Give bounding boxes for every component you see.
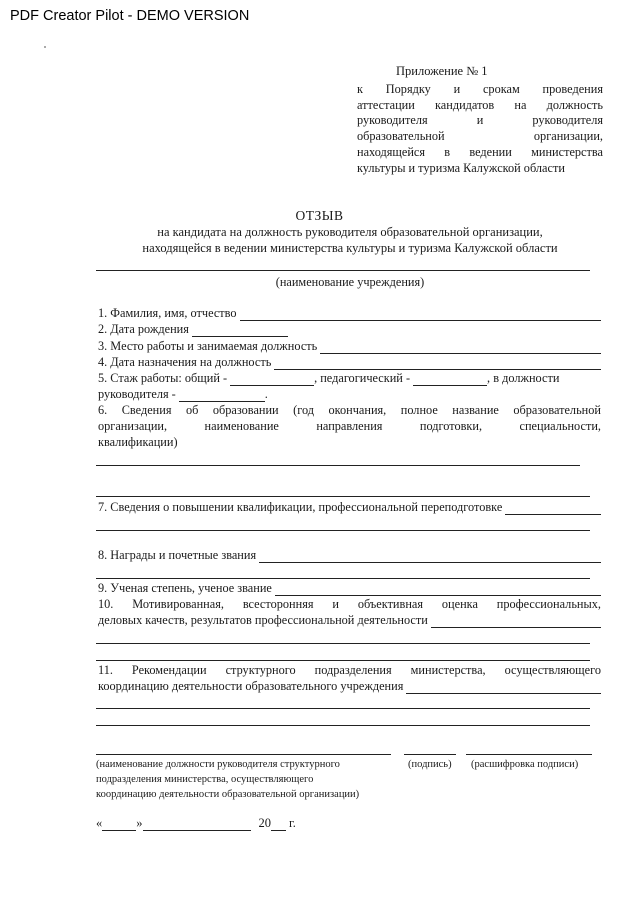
year-prefix: 20 xyxy=(258,816,271,830)
document-title: ОТЗЫВ xyxy=(295,208,344,223)
assessment-input-line[interactable] xyxy=(431,616,601,628)
recommendations-input-line[interactable] xyxy=(406,682,601,694)
year-suffix: г. xyxy=(289,816,296,830)
full-name-input-line[interactable] xyxy=(240,309,601,321)
field-label: 1. Фамилия, имя, отчество xyxy=(98,306,237,320)
head-experience-input-line[interactable] xyxy=(179,390,265,402)
recommendations-input-line[interactable] xyxy=(96,708,590,709)
field-academic-degree xyxy=(98,581,601,596)
position-caption xyxy=(96,757,406,803)
field-label: координацию деятельности образовательного учреждения xyxy=(98,679,404,693)
awards-input-line[interactable] xyxy=(259,551,601,563)
assessment-input-line[interactable] xyxy=(96,643,590,644)
field-education-line-2: организации, наименование направления подготовки, специальности, xyxy=(98,419,601,433)
field-education-line-3: квалификации) xyxy=(98,435,178,449)
position-signature-line[interactable] xyxy=(96,754,391,755)
qualification-input-line[interactable] xyxy=(96,530,590,531)
institution-line xyxy=(96,270,590,271)
assessment-input-line[interactable] xyxy=(96,660,590,661)
institution-caption: (наименование учреждения) xyxy=(275,275,425,289)
field-label: 5. Стаж работы: общий - xyxy=(98,371,228,385)
annex-line: аттестации кандидатов на должность xyxy=(357,97,603,112)
scan-artifact xyxy=(44,46,46,48)
date-open-quote: « xyxy=(96,816,103,830)
signature-caption: (подпись) xyxy=(408,759,452,770)
field-label: , педагогический - xyxy=(314,371,411,385)
field-label: 3. Место работы и занимаемая должность xyxy=(98,339,318,353)
decode-caption: (расшифровка подписи) xyxy=(471,759,579,770)
education-input-line[interactable] xyxy=(96,465,580,466)
field-awards xyxy=(98,548,601,563)
total-experience-input-line[interactable] xyxy=(230,374,314,386)
annex-line: находящейся в ведении министерства xyxy=(357,144,603,159)
year-input-line[interactable] xyxy=(271,819,286,831)
education-input-line[interactable] xyxy=(96,496,590,497)
field-qualification xyxy=(98,500,601,515)
field-assessment-line-1: 10. Мотивированная, всесторонняя и объективная оценка профессиональных, xyxy=(98,597,601,611)
annex-title: Приложение № 1 xyxy=(396,64,488,78)
field-label: 9. Ученая степень, ученое звание xyxy=(98,581,272,595)
field-experience-head xyxy=(98,387,298,402)
annex-line: руководителя и руководителя xyxy=(357,113,603,128)
field-label: , в должности xyxy=(487,371,560,385)
signature-line[interactable] xyxy=(404,754,456,755)
position-caption-line: подразделения министерства, осуществляющего xyxy=(96,774,314,786)
demo-banner: PDF Creator Pilot - DEMO VERSION xyxy=(10,8,250,24)
subtitle-line-2: находящейся в ведении министерства культуры и туризма Калужской области xyxy=(142,240,558,255)
birth-date-input-line[interactable] xyxy=(192,325,288,337)
field-label: 2. Дата рождения xyxy=(98,322,189,336)
field-recommendations-line-1: 11. Рекомендации структурного подразделения министерства, осуществляющего xyxy=(98,663,601,677)
field-label: деловых качеств, результатов профессиональной деятельности xyxy=(98,613,428,627)
teaching-experience-input-line[interactable] xyxy=(413,374,487,386)
awards-input-line[interactable] xyxy=(96,578,590,579)
date-line xyxy=(96,816,296,831)
annex-line: образовательной организации, xyxy=(357,129,603,144)
annex-line: культуры и туризма Калужской области xyxy=(357,160,565,175)
field-full-name xyxy=(98,306,601,321)
position-caption-line: координацию деятельности образовательной организации) xyxy=(96,789,360,801)
field-appointment-date xyxy=(98,355,601,370)
field-recommendations-line-2 xyxy=(98,679,601,694)
field-label: 8. Награды и почетные звания xyxy=(98,548,257,562)
field-assessment-line-2 xyxy=(98,613,601,628)
field-label: 7. Сведения о повышении квалификации, профессиональной переподготовке xyxy=(98,500,503,514)
academic-degree-input-line[interactable] xyxy=(275,584,601,596)
position-caption-line: (наименование должности руководителя структурного xyxy=(96,759,340,770)
field-workplace xyxy=(98,339,601,354)
subtitle-line-1: на кандидата на должность руководителя образовательной организации, xyxy=(157,225,543,239)
date-close-quote: » xyxy=(136,816,143,830)
field-label: руководителя - xyxy=(98,387,176,401)
field-education-line-1: 6. Сведения об образовании (год окончания, полное название образовательной xyxy=(98,403,601,417)
annex-line: к Порядку и срокам проведения xyxy=(357,82,603,96)
document-subtitle xyxy=(100,225,600,256)
appointment-date-input-line[interactable] xyxy=(274,358,601,370)
qualification-input-line[interactable] xyxy=(505,503,601,515)
recommendations-input-line[interactable] xyxy=(96,725,590,726)
field-label: . xyxy=(264,387,268,401)
field-label: 4. Дата назначения на должность xyxy=(98,355,272,369)
field-birth-date xyxy=(98,322,288,337)
workplace-input-line[interactable] xyxy=(320,342,601,354)
annex-body xyxy=(357,82,603,176)
signature-decode-line[interactable] xyxy=(466,754,592,755)
day-input-line[interactable] xyxy=(102,819,136,831)
month-input-line[interactable] xyxy=(143,819,251,831)
field-experience xyxy=(98,371,601,386)
